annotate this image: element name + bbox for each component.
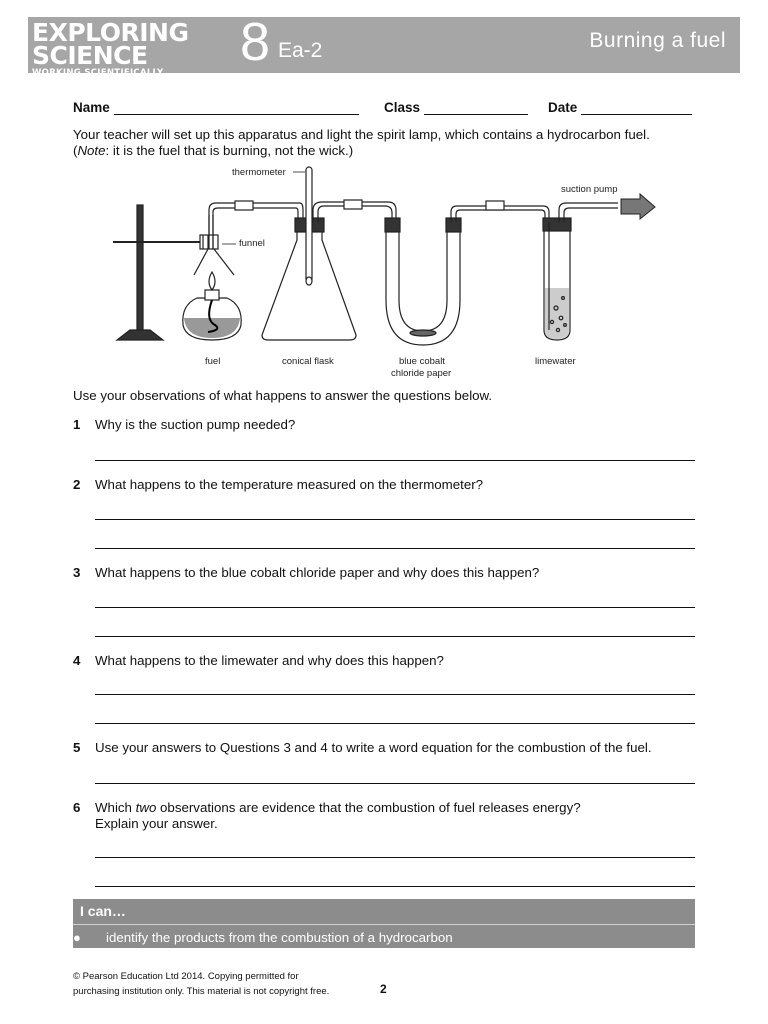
answer-line[interactable] bbox=[95, 519, 695, 520]
question-text bbox=[95, 800, 695, 832]
question-number: 1 bbox=[73, 417, 81, 432]
q6-emphasis: two bbox=[135, 800, 157, 815]
label-fuel: fuel bbox=[205, 356, 221, 367]
i-can-heading: I can… bbox=[80, 903, 126, 919]
i-can-divider bbox=[73, 924, 695, 925]
question-text: Use your answers to Questions 3 and 4 to write a word equation for the combustion of the fuel. bbox=[95, 740, 652, 755]
pump-arrow bbox=[621, 194, 655, 219]
bullet-icon: ● bbox=[73, 930, 81, 945]
unit-code: Ea-2 bbox=[278, 39, 323, 62]
question-text: What happens to the blue cobalt chloride paper and why does this happen? bbox=[95, 565, 540, 580]
i-can-item: identify the products from the combustion of a hydrocarbon bbox=[106, 930, 453, 945]
thermometer bbox=[306, 167, 312, 285]
answer-line[interactable] bbox=[95, 886, 695, 887]
year-number: 8 bbox=[240, 12, 271, 72]
intro-note-text: : it is the fuel that is burning, not the wick.) bbox=[105, 143, 354, 158]
instruction: Use your observations of what happens to answer the questions below. bbox=[73, 388, 493, 403]
note-word: Note bbox=[77, 143, 106, 158]
copyright-line1: © Pearson Education Ltd 2014. Copying permitted for bbox=[73, 971, 299, 982]
apparatus-diagram bbox=[0, 0, 768, 400]
limewater-tube bbox=[543, 218, 571, 340]
question-number: 6 bbox=[73, 800, 81, 815]
label-limewater: limewater bbox=[535, 356, 576, 367]
answer-line[interactable] bbox=[95, 783, 695, 784]
label-conical-flask: conical flask bbox=[282, 356, 334, 367]
delivery-tube-1 bbox=[209, 201, 303, 235]
question-number: 4 bbox=[73, 653, 81, 668]
u-tube bbox=[385, 218, 461, 345]
label-blue-cobalt-1: blue cobalt bbox=[399, 356, 445, 367]
q6-pre: Which bbox=[95, 800, 136, 815]
question-number: 5 bbox=[73, 740, 81, 755]
answer-line[interactable] bbox=[95, 636, 695, 637]
copyright-line2: purchasing institution only. This material is not copyright free. bbox=[73, 986, 330, 997]
answer-line[interactable] bbox=[95, 460, 695, 461]
label-suction-pump: suction pump bbox=[561, 184, 618, 195]
page-number: 2 bbox=[380, 982, 387, 996]
answer-line[interactable] bbox=[95, 548, 695, 549]
question-number: 3 bbox=[73, 565, 81, 580]
question-number: 2 bbox=[73, 477, 81, 492]
label-thermometer: thermometer bbox=[232, 167, 286, 178]
answer-line[interactable] bbox=[95, 607, 695, 608]
logo-line2: SCIENCE bbox=[32, 41, 148, 70]
question-text: What happens to the limewater and why does this happen? bbox=[95, 653, 444, 668]
name-label: Name bbox=[73, 100, 110, 115]
label-blue-cobalt-2: chloride paper bbox=[391, 368, 452, 379]
copyright-notice bbox=[73, 969, 329, 999]
class-label: Class bbox=[384, 100, 421, 115]
logo-line3: WORKING SCIENTIFICALLY bbox=[32, 68, 164, 78]
q6-line2: Explain your answer. bbox=[95, 816, 218, 831]
spirit-lamp bbox=[183, 272, 241, 340]
date-label: Date bbox=[548, 100, 578, 115]
intro-paren: ( bbox=[73, 143, 78, 158]
intro-line1: Your teacher will set up this apparatus and light the spirit lamp, which contains a hydrocarbon fuel. bbox=[73, 127, 650, 142]
answer-line[interactable] bbox=[95, 857, 695, 858]
label-funnel: funnel bbox=[239, 238, 265, 249]
answer-line[interactable] bbox=[95, 723, 695, 724]
question-text: What happens to the temperature measured on the thermometer? bbox=[95, 477, 484, 492]
worksheet-title: Burning a fuel bbox=[589, 29, 726, 52]
logo-line1: EXPLORING bbox=[32, 18, 189, 47]
question-text: Why is the suction pump needed? bbox=[95, 417, 296, 432]
delivery-tube-3 bbox=[451, 201, 549, 222]
delivery-tube-2 bbox=[313, 200, 396, 222]
answer-line[interactable] bbox=[95, 694, 695, 695]
i-can-box bbox=[73, 899, 695, 948]
q6-post: observations are evidence that the combustion of fuel releases energy? bbox=[156, 800, 581, 815]
